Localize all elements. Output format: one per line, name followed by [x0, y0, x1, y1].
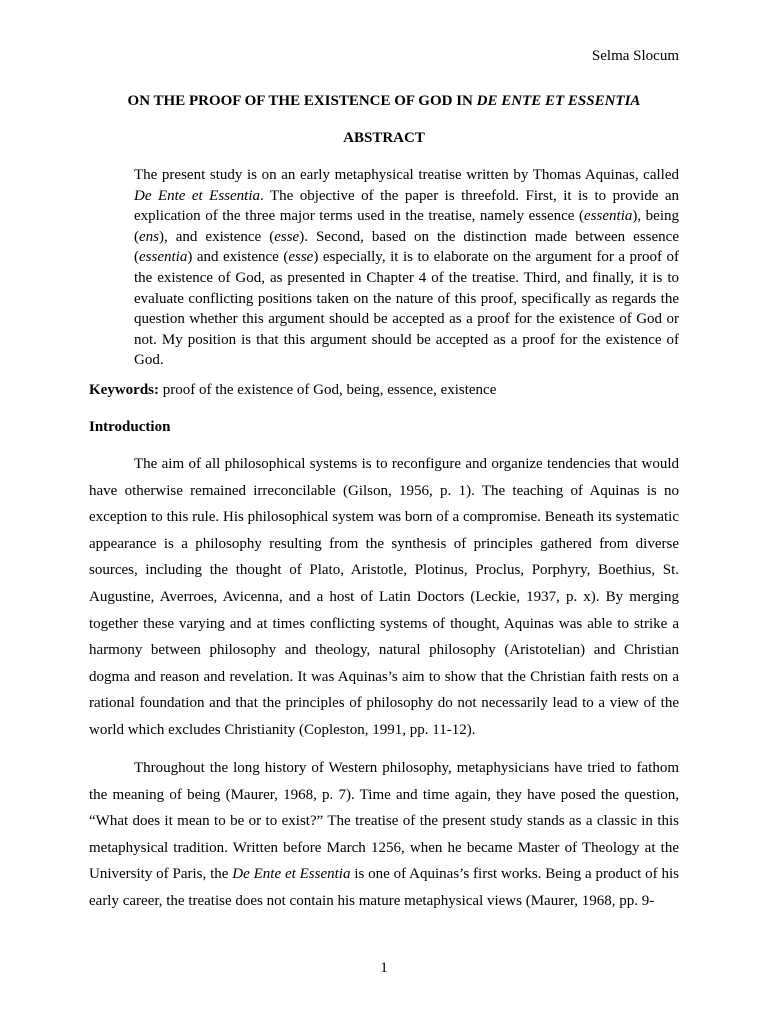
italic-text-segment: essentia: [584, 208, 633, 225]
italic-text-segment: ens: [139, 228, 159, 245]
introduction-paragraph-1: [89, 451, 679, 744]
italic-text-segment: esse: [288, 249, 314, 266]
text-segment: Throughout the long history of Western philosophy, metaphysicians have tried to fathom the meaning of being (Maurer, 1968, p. 7). Time and time again, they have posed the question, “What does it mean to be or to exist?” The treatise of the present study stands as a classic in this metaphysical tradition. Written before March 1256, when he became Master of Theology at the University of Paris, the: [89, 760, 679, 883]
text-segment: The present study is on an early metaphysical treatise written by Thomas Aquinas, called: [134, 167, 679, 183]
page-number: 1: [380, 960, 388, 976]
paper-title: [89, 92, 679, 110]
running-header-author: Selma Slocum: [591, 48, 679, 64]
text-segment: ) and existence (: [187, 249, 289, 266]
abstract-heading: ABSTRACT: [343, 130, 425, 146]
introduction-paragraph-2: [89, 755, 679, 915]
italic-text-segment: essentia: [139, 249, 188, 266]
keywords-text: proof of the existence of God, being, essence, existence: [159, 382, 497, 398]
title-main: ON THE PROOF OF THE EXISTENCE OF GOD IN: [127, 93, 477, 109]
text-segment: ). Second, based on the distinction made between essence (: [134, 228, 679, 266]
keywords-line: [89, 381, 679, 399]
text-segment: ), being (: [134, 208, 679, 245]
text-segment: is one of Aquinas’s first works. Being a product of his early career, the treatise does not contain his mature metaphysical views (Maurer, 1968, pp. 9-: [89, 866, 679, 909]
italic-text-segment: De Ente et Essentia: [134, 187, 261, 204]
text-segment: ) especially, it is to elaborate on the argument for a proof of the existence of God, as presented in Chapter 4 of the treatise. Third, and finally, it is to evaluate conflicting positions taken on the nature of this proof, specifically as regards the question whether this argument should be accepted as a proof for the existence of God or not. My position is that this argument should be accepted as a proof for the existence of God.: [134, 249, 680, 369]
italic-text-segment: esse: [274, 228, 300, 245]
text-segment: The aim of all philosophical systems is to reconfigure and organize tendencies that would have otherwise remained irreconcilable (Gilson, 1956, p. 1). The teaching of Aquinas is no exception to this rule. His philosophical system was born of a compromise. Beneath its systematic appearance is a philosophy resulting from the synthesis of principles gathered from diverse sources, including the thought of Plato, Aristotle, Plotinus, Proclus, Porphyry, Boethius, St. Augustine, Averroes, Avicenna, and a host of Latin Doctors (Leckie, 1937, p. x). By merging together these varying and at times conflicting systems of thought, Aquinas was able to strike a harmony between philosophy and theology, natural philosophy (Aristotelian) and Christian dogma and reason and revelation. It was Aquinas’s aim to show that the Christian faith rests on a rational foundation and that the principles of philosophy do not necessarily lead to a view of the world which excludes Christianity (Copleston, 1991, pp. 11-12).: [89, 456, 679, 738]
introduction-heading: Introduction: [89, 419, 171, 435]
text-segment: ), and existence (: [159, 228, 275, 245]
italic-text-segment: De Ente et Essentia: [232, 866, 351, 883]
title-italic: DE ENTE ET ESSENTIA: [476, 93, 641, 109]
keywords-label: Keywords:: [89, 382, 159, 398]
text-segment: . The objective of the paper is threefold. First, it is to provide an explication of the three major terms used in the treatise, namely essence (: [134, 187, 680, 225]
abstract-body: [134, 165, 679, 371]
